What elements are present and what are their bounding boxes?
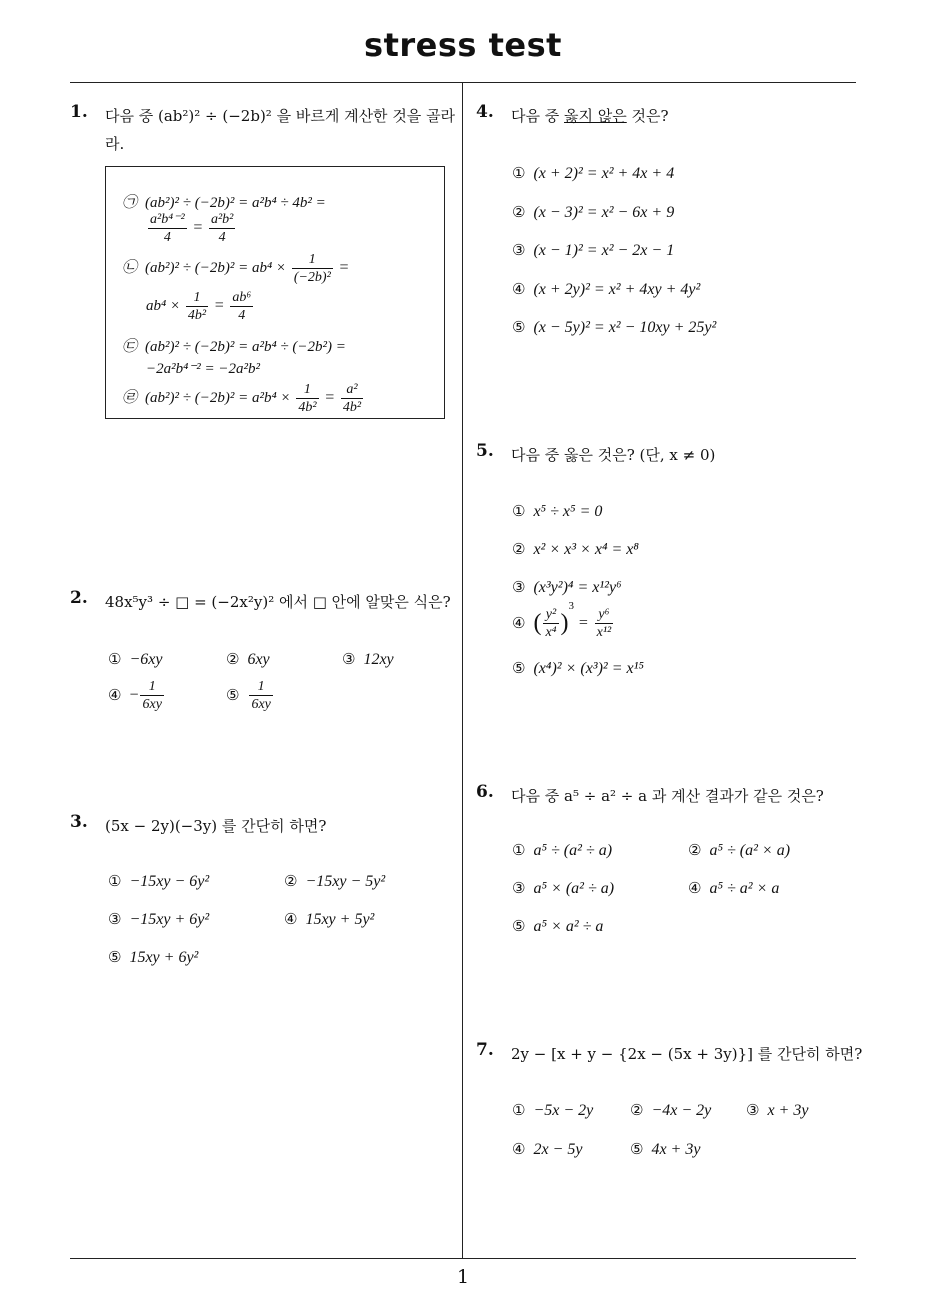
choice-value: x⁵ ÷ x⁵ = 0 bbox=[533, 503, 603, 520]
fraction bbox=[296, 381, 318, 416]
choice-item[interactable] bbox=[108, 650, 162, 669]
page-number: 1 bbox=[456, 1266, 470, 1288]
question-number: 7. bbox=[476, 1040, 494, 1060]
choice-item[interactable] bbox=[108, 872, 209, 891]
option-a-line2: $\frac{\text{a²b⁴⁻²}}{4}$ = $\frac{\text{a²b²}}{4}$ bbox=[150, 212, 234, 245]
choice-item[interactable] bbox=[512, 879, 614, 898]
option-d-line: ㉣ (ab²)² ÷ (−2b)² = a²b⁴ × $\frac{1}{\text{4b²}}$ = $\frac{\text{a²}}{\text{4b²}}$ bbox=[122, 382, 362, 415]
expression: −2a²b⁴⁻² = −2a²b² bbox=[146, 361, 260, 377]
choice-number: ⑤ bbox=[512, 659, 526, 677]
choice-value: (x + 2)² = x² + 4x + 4 bbox=[533, 165, 675, 182]
question-text-line: 라. bbox=[105, 135, 125, 153]
choice-item[interactable] bbox=[512, 280, 700, 299]
choice-item[interactable] bbox=[284, 910, 374, 929]
choice-number: ① bbox=[512, 841, 526, 859]
denominator: 4b² bbox=[342, 400, 362, 415]
choice-value: (x + 2y)² = x² + 4xy + 4y² bbox=[533, 281, 701, 298]
option-b-line: ㉡ (ab²)² ÷ (−2b)² = ab⁴ × $\frac{1}{\text{(−2b)²}}$ = bbox=[122, 252, 350, 285]
choice-value: −15xy + 6y² bbox=[129, 911, 210, 928]
choice-number: ① bbox=[512, 1101, 526, 1119]
numerator: a²b⁴⁻² bbox=[150, 212, 185, 227]
option-label: ㉢ bbox=[122, 337, 138, 355]
underlined-text: 옳지 않은 bbox=[564, 107, 627, 125]
option-c-line bbox=[122, 335, 346, 356]
numerator: 1 bbox=[140, 678, 163, 696]
question-text: 48x⁵y³ ÷ □ = (−2x²y)² 에서 □ 안에 알맞은 식은? bbox=[105, 593, 451, 611]
denominator: 4b² bbox=[187, 308, 207, 323]
choice-item[interactable] bbox=[512, 917, 603, 936]
choice-value: (x − 5y)² = x² − 10xy + 25y² bbox=[533, 319, 717, 336]
choice-number: ④ bbox=[284, 910, 298, 928]
question-text-line: 다음 중 (ab²)² ÷ (−2b)² 을 바르게 계산한 것을 골라 bbox=[105, 107, 456, 125]
fraction bbox=[186, 289, 208, 324]
choice-value: 2x − 5y bbox=[533, 1141, 583, 1158]
top-rule bbox=[70, 82, 856, 83]
expression: (ab²)² ÷ (−2b)² = a²b⁴ × bbox=[145, 389, 291, 406]
choice-number: ③ bbox=[512, 879, 526, 897]
numerator: a²b² bbox=[210, 212, 234, 227]
choice-value: a⁵ ÷ a² × a bbox=[709, 880, 780, 897]
option-label: ㉠ bbox=[122, 193, 138, 211]
fraction bbox=[148, 211, 187, 246]
equals-sign: = bbox=[578, 614, 588, 632]
denominator: (−2b)² bbox=[293, 270, 331, 285]
choice-number: ① bbox=[108, 872, 122, 890]
choice-number: ④ bbox=[688, 879, 702, 897]
option-b-line2: ab⁴ × $\frac{1}{\text{4b²}}$ = $\frac{\text{ab⁶}}{4}$ bbox=[146, 290, 252, 323]
choice-item[interactable] bbox=[688, 841, 790, 860]
choice-number: ⑤ bbox=[226, 685, 240, 704]
question-text-part: 것은? bbox=[626, 107, 669, 125]
choice-value: −4x − 2y bbox=[651, 1102, 712, 1119]
numerator: 1 bbox=[292, 251, 333, 269]
choice-item[interactable] bbox=[226, 650, 270, 669]
choice-item[interactable] bbox=[512, 841, 612, 860]
question-number: 3. bbox=[70, 812, 88, 832]
choice-value: (x³y²)⁴ = x¹²y⁶ bbox=[533, 579, 622, 596]
choice-item[interactable] bbox=[108, 678, 166, 713]
numerator: 1 bbox=[249, 678, 272, 696]
fraction bbox=[292, 251, 333, 286]
choice-number: ③ bbox=[342, 650, 356, 668]
choice-value: −6xy bbox=[129, 651, 163, 668]
choice-number: ④ bbox=[512, 1140, 526, 1158]
question-number: 4. bbox=[476, 102, 494, 122]
numerator: 1 bbox=[186, 289, 208, 307]
choice-number: ① bbox=[108, 650, 122, 668]
close-paren: ) bbox=[560, 610, 569, 636]
option-label: ㉡ bbox=[122, 257, 138, 276]
question-text: 2y − [x + y − {2x − (5x + 3y)}] 를 간단히 하면? bbox=[511, 1045, 863, 1063]
choice-number: ② bbox=[688, 841, 702, 859]
fraction bbox=[543, 606, 558, 641]
choice-number: ③ bbox=[512, 241, 526, 259]
question-number: 1. bbox=[70, 102, 88, 122]
choice-value: −15xy − 6y² bbox=[129, 873, 210, 890]
choice-item[interactable] bbox=[108, 910, 209, 929]
choice-item[interactable] bbox=[512, 578, 622, 597]
choice-value: 4x + 3y bbox=[651, 1141, 701, 1158]
numerator: ab⁶ bbox=[232, 290, 252, 305]
choice-item[interactable] bbox=[512, 164, 674, 183]
choice-item[interactable] bbox=[512, 502, 602, 521]
denominator: 4b² bbox=[298, 400, 317, 415]
choice-value: 15xy + 5y² bbox=[305, 911, 375, 928]
choice-item[interactable] bbox=[342, 650, 394, 669]
denominator: x⁴ bbox=[545, 625, 557, 640]
denominator: 4 bbox=[218, 230, 226, 245]
denominator: 4 bbox=[238, 308, 246, 323]
column-divider bbox=[462, 82, 463, 1258]
choice-item[interactable] bbox=[512, 318, 716, 337]
denominator: 6xy bbox=[142, 697, 162, 712]
question-text: 다음 중 옳은 것은? (단, x ≠ 0) bbox=[511, 446, 716, 464]
choice-value: (x − 1)² = x² − 2x − 1 bbox=[533, 242, 675, 259]
choice-number: ⑤ bbox=[108, 948, 122, 966]
choice-number: ② bbox=[284, 872, 298, 890]
bottom-rule bbox=[70, 1258, 856, 1259]
choice-number: ④ bbox=[108, 685, 122, 704]
expression: ab⁴ × bbox=[146, 297, 181, 314]
choice-value: a⁵ × a² ÷ a bbox=[533, 918, 604, 935]
expression: (ab²)² ÷ (−2b)² = ab⁴ × bbox=[145, 259, 287, 276]
fraction bbox=[249, 678, 272, 713]
choice-number: ③ bbox=[512, 578, 526, 596]
choice-value: 6xy bbox=[247, 651, 270, 668]
solution-box bbox=[105, 166, 445, 419]
choice-value: a⁵ ÷ (a² ÷ a) bbox=[533, 842, 613, 859]
fraction bbox=[230, 289, 253, 324]
open-paren: ( bbox=[533, 610, 542, 636]
option-label: ㉣ bbox=[122, 387, 138, 406]
choice-item[interactable] bbox=[512, 203, 674, 222]
choice-item[interactable] bbox=[746, 1101, 808, 1120]
choice-number: ② bbox=[512, 540, 526, 558]
question-text: (5x − 2y)(−3y) 를 간단히 하면? bbox=[105, 817, 327, 835]
choice-value: −15xy − 5y² bbox=[305, 873, 386, 890]
choice-value: a⁵ ÷ (a² × a) bbox=[709, 842, 791, 859]
choice-number: ② bbox=[630, 1101, 644, 1119]
choice-item[interactable] bbox=[512, 600, 615, 641]
question-text bbox=[511, 102, 669, 130]
choice-number: ① bbox=[512, 502, 526, 520]
question-number: 2. bbox=[70, 588, 88, 608]
fraction bbox=[140, 678, 163, 713]
page-title: stress test bbox=[364, 26, 562, 64]
question-number: 6. bbox=[476, 782, 494, 802]
choice-sign: − bbox=[129, 686, 139, 704]
choice-value: 12xy bbox=[363, 651, 394, 668]
choice-number: ③ bbox=[746, 1101, 760, 1119]
choice-value: x + 3y bbox=[767, 1102, 809, 1119]
fraction bbox=[595, 606, 614, 641]
choice-item[interactable] bbox=[630, 1140, 700, 1159]
choice-value: (x − 3)² = x² − 6x + 9 bbox=[533, 204, 675, 221]
choice-value: −5x − 2y bbox=[533, 1102, 594, 1119]
question-text bbox=[105, 102, 460, 158]
numerator: y⁶ bbox=[595, 606, 614, 624]
choice-item[interactable] bbox=[512, 1101, 593, 1120]
choice-value: 15xy + 6y² bbox=[129, 949, 199, 966]
choice-item[interactable] bbox=[512, 241, 674, 260]
option-c-line2 bbox=[146, 359, 260, 378]
exponent: 3 bbox=[568, 600, 575, 612]
choice-number: ② bbox=[226, 650, 240, 668]
fraction bbox=[209, 211, 235, 246]
numerator: y² bbox=[543, 606, 558, 624]
choice-item[interactable] bbox=[512, 540, 639, 559]
choice-number: ① bbox=[512, 164, 526, 182]
denominator: 4 bbox=[163, 230, 171, 245]
choice-item[interactable] bbox=[284, 872, 385, 891]
choice-number: ④ bbox=[512, 613, 526, 632]
denominator: 6xy bbox=[251, 697, 271, 712]
question-text: 다음 중 a⁵ ÷ a² ÷ a 과 계산 결과가 같은 것은? bbox=[511, 787, 824, 805]
question-text-part: 다음 중 bbox=[511, 107, 565, 125]
choice-item[interactable] bbox=[512, 659, 644, 678]
choice-number: ⑤ bbox=[630, 1140, 644, 1158]
choice-number: ② bbox=[512, 203, 526, 221]
choice-number: ③ bbox=[108, 910, 122, 928]
option-a-line bbox=[122, 191, 326, 212]
choice-item[interactable] bbox=[512, 1140, 582, 1159]
choice-item[interactable] bbox=[630, 1101, 711, 1120]
choice-value: (x⁴)² × (x³)² = x¹⁵ bbox=[533, 660, 644, 677]
fraction bbox=[341, 381, 363, 416]
question-number: 5. bbox=[476, 441, 494, 461]
choice-value: a⁵ × (a² ÷ a) bbox=[533, 880, 615, 897]
numerator: a² bbox=[341, 381, 363, 399]
choice-item[interactable] bbox=[688, 879, 779, 898]
expression: (ab²)² ÷ (−2b)² = a²b⁴ ÷ (−2b²) = bbox=[145, 339, 346, 355]
choice-item[interactable] bbox=[226, 678, 275, 713]
numerator: 1 bbox=[296, 381, 318, 399]
choice-number: ⑤ bbox=[512, 318, 526, 336]
expression: (ab²)² ÷ (−2b)² = a²b⁴ ÷ 4b² = bbox=[145, 195, 326, 211]
choice-item[interactable] bbox=[108, 948, 198, 967]
denominator: x¹² bbox=[596, 625, 612, 640]
choice-number: ④ bbox=[512, 280, 526, 298]
choice-value: x² × x³ × x⁴ = x⁸ bbox=[533, 541, 639, 558]
choice-number: ⑤ bbox=[512, 917, 526, 935]
